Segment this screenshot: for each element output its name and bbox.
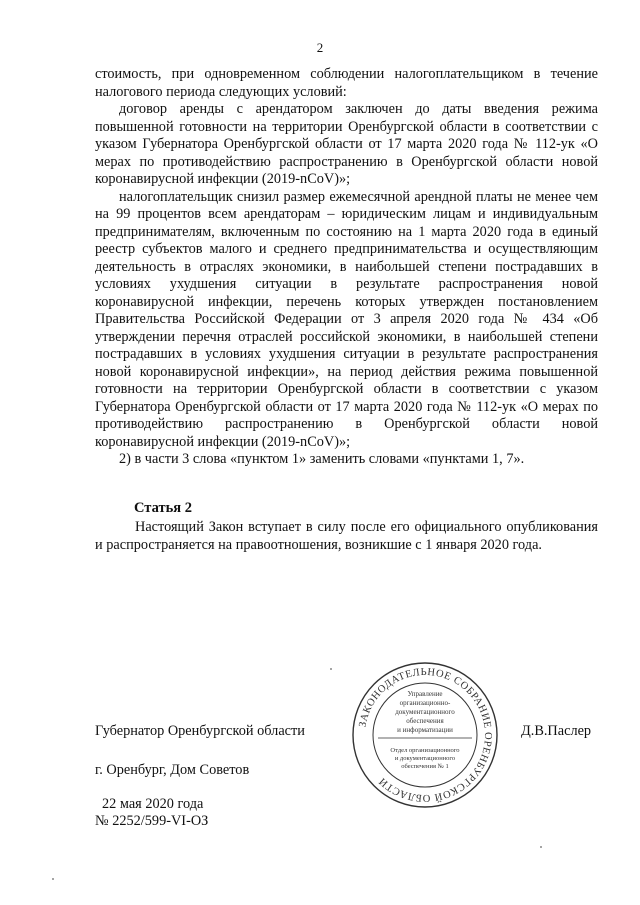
article-2-heading: Статья 2 [134, 500, 192, 516]
signer-name: Д.В.Паслер [521, 723, 592, 739]
seal-line-8: обеспечения № 1 [401, 763, 449, 770]
law-body [95, 66, 598, 469]
seal-line-2: организационно- [399, 699, 451, 707]
law-number: № 2252/599-VI-ОЗ [95, 813, 209, 829]
signing-date: 22 мая 2020 года [102, 796, 204, 812]
article-2-body [95, 518, 598, 554]
signer-title: Губернатор Оренбургской области [95, 723, 305, 739]
scan-speck [540, 846, 542, 848]
seal-line-4: обеспечения [406, 717, 444, 725]
seal-line-5: и информатизации [397, 726, 453, 734]
scan-speck [52, 878, 54, 880]
page-number: 2 [316, 40, 324, 55]
seal-line-7: и документационного [394, 755, 456, 762]
seal-line-1: Управление [407, 690, 443, 698]
seal-line-3: документационного [395, 708, 455, 716]
paragraph-rent-reduction-condition: налогоплательщик снизил размер ежемесячной арендной платы не менее чем на 99 процентов всем арендаторам – юридическим лицам и индивидуальным предпринимателям, включенным по состоянию на 1 марта 2020 года в единый реестр субъектов малого и среднего предпринимательства и осуществляющим деятельность в отраслях экономики, в наибольшей степени пострадавших в условиях ухудшения ситуации в результате распространения новой коронавирусной инфекции, перечень которых утвержден постановлением Правительства Российской Федерации от 3 апреля 2020 года № 434 «Об утверждении перечня отраслей российской экономики, в наибольшей степени пострадавших в условиях ухудшения ситуации в результате распространения новой коронавирусной инфекции», на период действия режима повышенной готовности на территории Оренбургской области в соответствии с указом Губернатора Оренбургской области от 17 марта 2020 года № 112-ук «О мерах по противодействию распространению в Оренбургской области новой коронавирусной инфекции (2019-nCoV)»; [95, 188, 598, 450]
article-2-text: Настоящий Закон вступает в силу после его официального опубликования и распространяется на правоотношения, возникшие с 1 января 2020 года. [95, 519, 598, 553]
signing-place: г. Оренбург, Дом Советов [95, 762, 250, 778]
paragraph-continuation: стоимость, при одновременном соблюдении налогоплательщиком в течение налогового периода следующих условий: [95, 66, 598, 100]
scan-speck [330, 668, 332, 670]
seal-line-6: Отдел организационного [390, 747, 460, 754]
official-seal [350, 660, 500, 810]
paragraph-amendment-part-3: 2) в части 3 слова «пунктом 1» заменить словами «пунктами 1, 7». [119, 451, 525, 467]
paragraph-lease-condition: договор аренды с арендатором заключен до даты введения режима повышенной готовности на территории Оренбургской области в соответствии с указом Губернатора Оренбургской области от 17 марта 2020 года № 112-ук «О мерах по противодействию распространению в Оренбургской области новой коронавирусной инфекции (2019-nCoV)»; [95, 101, 598, 187]
seal-outer-text: ЗАКОНОДАТЕЛЬНОЕ СОБРАНИЕ ОРЕНБУРГСКОЙ ОБЛАСТИ [357, 666, 494, 804]
